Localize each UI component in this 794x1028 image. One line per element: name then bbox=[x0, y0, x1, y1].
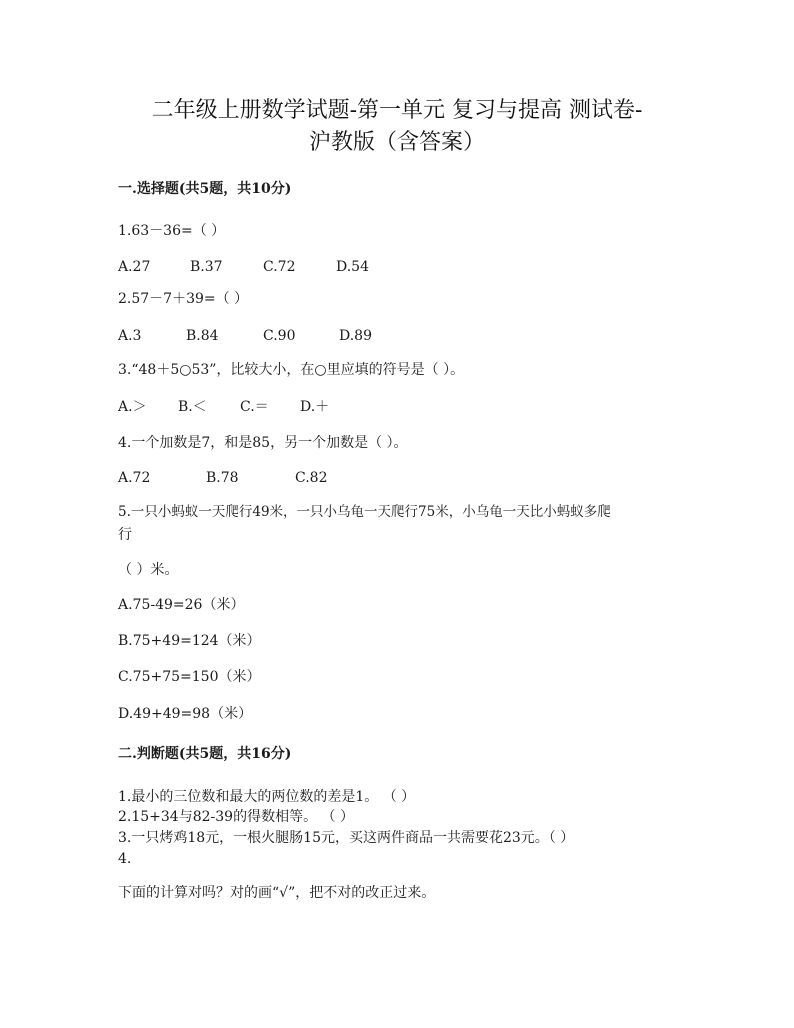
q3-option-b: B.＜ bbox=[178, 399, 207, 415]
q3-option-a: A.＞ bbox=[118, 399, 147, 415]
q2-option-a: A.3 bbox=[118, 328, 142, 344]
q3-option-c: C.＝ bbox=[240, 399, 269, 415]
question-5-stem-line-1: 5.一只小蚂蚁一天爬行49米，一只小乌龟一天爬行75米，小乌龟一天比小蚂蚁多爬 bbox=[118, 504, 611, 520]
q2-option-d: D.89 bbox=[339, 328, 372, 344]
question-1-stem: 1.63－36=（ ） bbox=[118, 223, 226, 239]
judge-item-1: 1.最小的三位数和最大的两位数的差是1。 （ ） bbox=[118, 789, 416, 805]
q4-option-a: A.72 bbox=[118, 470, 151, 486]
question-5-stem-line-3: （ ）米。 bbox=[118, 562, 179, 578]
question-4-stem: 4.一个加数是7，和是85，另一个加数是（ ）。 bbox=[118, 435, 408, 451]
q1-option-c: C.72 bbox=[263, 259, 296, 275]
q5-option-a: A.75-49=26（米） bbox=[118, 597, 245, 613]
question-3-stem: 3.“48＋5○53”，比较大小，在○里应填的符号是（ ）。 bbox=[118, 362, 465, 378]
title-line-2: 沪教版（含答案） bbox=[308, 130, 485, 155]
q3-option-d: D.＋ bbox=[300, 399, 330, 415]
q4-option-c: C.82 bbox=[295, 470, 328, 486]
question-5-stem-line-2: 行 bbox=[118, 527, 132, 543]
q2-option-c: C.90 bbox=[263, 328, 296, 344]
q5-option-b: B.75+49=124（米） bbox=[118, 633, 261, 649]
q1-option-a: A.27 bbox=[118, 259, 151, 275]
judge-item-2: 2.15+34与82-39的得数相等。 （ ） bbox=[118, 809, 354, 825]
judge-item-4: 4. bbox=[118, 851, 132, 867]
title-line-1: 二年级上册数学试题-第一单元 复习与提高 测试卷- bbox=[151, 98, 643, 123]
section-2-heading: 二.判断题(共5题，共16分) bbox=[118, 746, 292, 762]
q5-option-c: C.75+75=150（米） bbox=[118, 669, 261, 685]
q1-option-d: D.54 bbox=[336, 259, 369, 275]
question-2-stem: 2.57－7＋39=（ ） bbox=[118, 291, 249, 307]
q5-option-d: D.49+49=98（米） bbox=[118, 706, 253, 722]
judge-tail-instruction: 下面的计算对吗？对的画“√”，把不对的改正过来。 bbox=[118, 885, 436, 901]
judge-item-3: 3.一只烤鸡18元，一根火腿肠15元，买这两件商品一共需要花23元。（ ） bbox=[118, 830, 575, 846]
q2-option-b: B.84 bbox=[186, 328, 219, 344]
q1-option-b: B.37 bbox=[190, 259, 223, 275]
section-1-heading: 一.选择题(共5题，共10分) bbox=[118, 181, 292, 197]
q4-option-b: B.78 bbox=[206, 470, 239, 486]
